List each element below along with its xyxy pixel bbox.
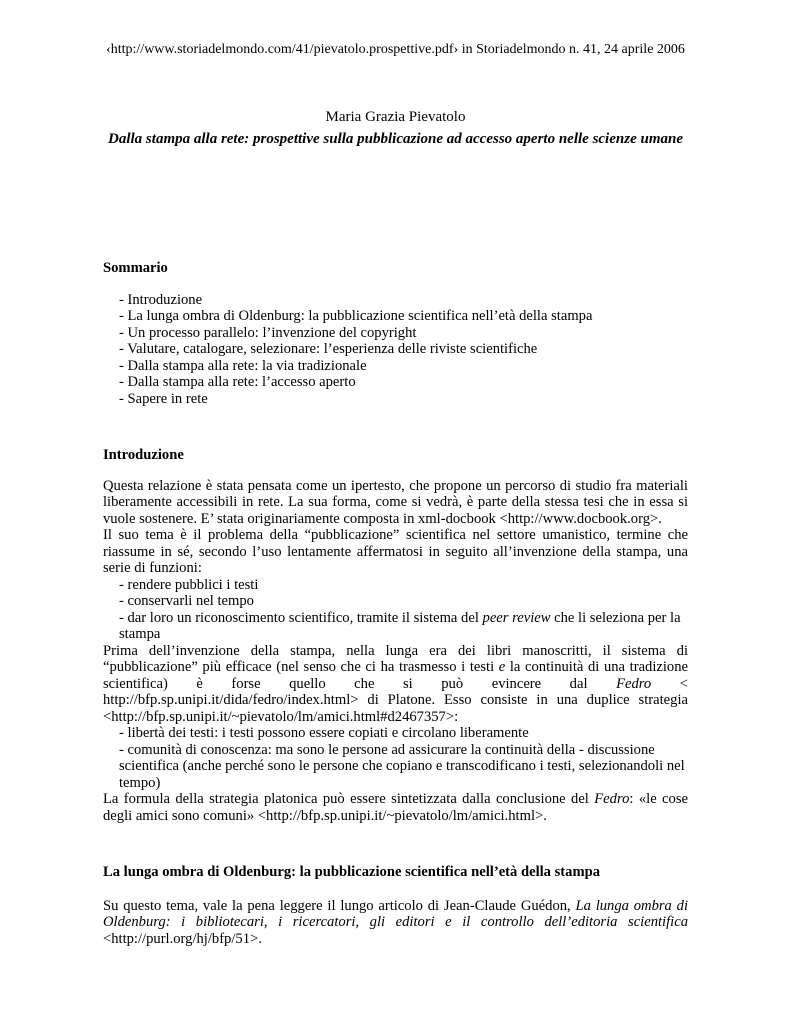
toc-item: - Introduzione [119,291,203,308]
intro-paragraph-1: Questa relazione è stata pensata come un ipertesto, che propone un percorso di studio fra materiali liberamente accessibili in rete. La sua forma, come si vedrà, è parte della stessa tesi che in essa si vuole sostenere. E’ stata originariamente composta in xml-docbook <http://www.docbook.org>. [103,477,688,527]
intro-paragraph-3 [103,643,688,726]
document-body [103,260,688,947]
article-title: La lunga ombra di Oldenburg: i bibliotecari, i ricercatori, gli editori e il controllo dell’editoria scientifica [103,897,688,930]
function-item [103,610,688,643]
functions-list [103,577,688,643]
document-title: Dalla stampa alla rete: prospettive sulla pubblicazione ad accesso aperto nelle scienze umane [108,131,683,147]
strategies-list [103,725,688,791]
toc-item: - Un processo parallelo: l’invenzione del copyright [119,324,417,341]
function-text: - dar loro un riconoscimento scientifico, tramite il sistema del [119,609,483,626]
text-run: La formula della strategia platonica può essere sintetizzata dalla conclusione del [103,791,595,807]
text-run: <http://purl.org/hj/bfp/51>. [103,930,262,947]
toc-item: - La lunga ombra di Oldenburg: la pubblicazione scientifica nell’età della stampa [119,308,593,324]
intro-paragraph-2: Il suo tema è il problema della “pubblicazione” scientifica nel settore umanistico, termine che riassume in sé, secondo l’uso lentamente affermatosi in seguito all’invenzione della stampa, una serie di funzioni: [103,527,688,576]
table-of-contents [103,292,688,408]
text-run: : «le cose degli amici sono comuni» <http://bfp.sp.unipi.it/~pievatolo/lm/amici.html>. [103,791,688,824]
function-text: che li seleziona per la stampa [119,609,681,642]
toc-item: - Valutare, catalogare, selezionare: l’esperienza delle riviste scientifiche [119,341,538,357]
emphasis: e [498,659,506,675]
function-item: - rendere pubblici i testi [119,576,259,593]
toc-item: - Dalla stampa alla rete: l’accesso aperto [119,374,356,390]
toc-item: - Dalla stampa alla rete: la via tradizionale [119,357,367,374]
author-name: Maria Grazia Pievatolo [325,109,466,125]
fedro-title: Fedro [594,791,630,807]
text-run: Prima dell’invenzione della stampa, nella lunga era dei libri manoscritti, il sistema di “pubblicazione” più efficace (nel senso che ci ha trasmesso i testi [103,642,688,675]
strategy-item: - libertà dei testi: i testi possono essere copiati e circolano liberamente [119,725,529,741]
peer-review-term: peer review [482,609,551,626]
strategy-item: - comunità di conoscenza: ma sono le persone ad assicurare la continuità della - discussione scientifica (anche perché sono le persone che copiano e transcodificano i testi, selezionandoli nel tempo) [119,741,685,791]
text-run: < http://bfp.sp.unipi.it/dida/fedro/index.html> di Platone. Esso consiste in una duplice strategia <http://bfp.sp.unipi.it/~pievatolo/lm/amici.html#d2467357>: [103,675,688,725]
fedro-title: Fedro [616,675,652,692]
text-run: la continuità di una tradizione scientifica) è forse quello che si può evincere dal [103,659,688,692]
intro-paragraph-4 [103,791,688,824]
function-item: - conservarli nel tempo [119,593,254,609]
oldenburg-heading: La lunga ombra di Oldenburg: la pubblicazione scientifica nell’età della stampa [103,864,601,880]
toc-item: - Sapere in rete [119,390,208,407]
sommario-heading: Sommario [103,260,168,276]
text-run: Su questo tema, vale la pena leggere il lungo articolo di Jean-Claude Guédon, [103,897,576,914]
introduzione-heading: Introduzione [103,447,184,463]
oldenburg-paragraph-1 [103,898,688,948]
citation-header: ‹http://www.storiadelmondo.com/41/pievatolo.prospettive.pdf› in Storiadelmondo n. 41, 24 aprile 2006 [106,42,685,57]
